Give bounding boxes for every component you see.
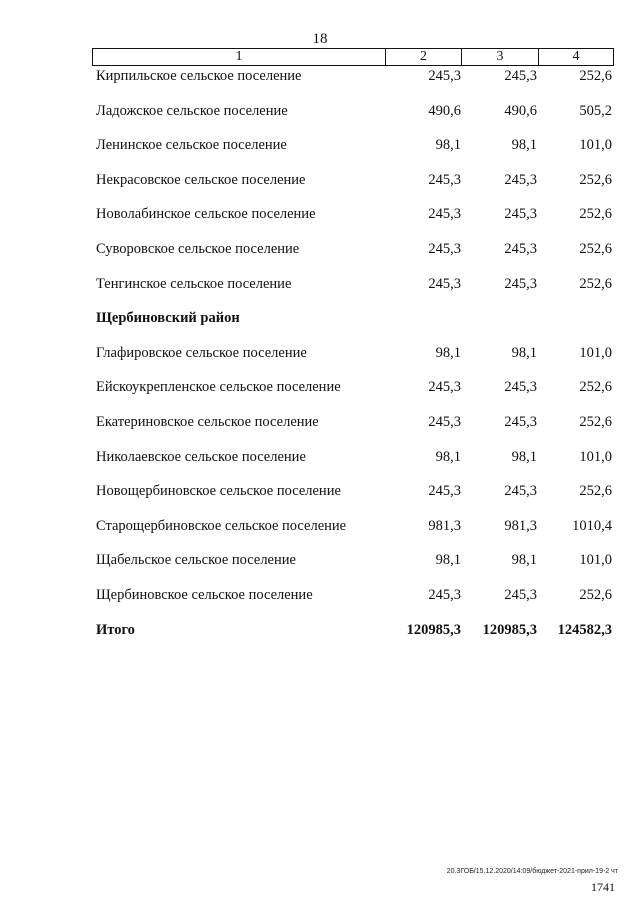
value-column-2: 981,3 (428, 517, 461, 534)
value-column-4: 252,6 (579, 275, 612, 292)
column-header-row (92, 48, 614, 66)
settlement-name: Новощербиновское сельское поселение (96, 483, 341, 500)
table-row (96, 239, 614, 259)
settlement-name: Ладожское сельское поселение (96, 102, 288, 119)
value-column-2: 245,3 (428, 68, 461, 84)
value-column-2: 98,1 (435, 448, 461, 465)
value-column-3: 98,1 (511, 552, 537, 569)
table-row (96, 550, 614, 570)
table-row (96, 447, 614, 467)
table-row (96, 481, 614, 501)
value-column-4: 101,0 (579, 448, 612, 465)
column-header-4: 4 (572, 49, 580, 64)
settlement-name: Итого (96, 621, 135, 638)
table-row (96, 101, 614, 121)
value-column-2: 245,3 (428, 171, 461, 188)
document-footer-code: 20.3ГОБ/15.12.2020/14:09/бюджет-2021-прил-19-2 чт (446, 868, 618, 875)
page-number: 18 (312, 31, 328, 47)
table-row (96, 66, 614, 86)
value-column-2: 245,3 (428, 241, 461, 257)
value-column-4: 101,0 (579, 552, 612, 569)
value-column-4: 124582,3 (557, 621, 612, 638)
value-column-4: 505,2 (579, 102, 612, 119)
value-column-2: 98,1 (435, 552, 461, 569)
table-row (96, 135, 614, 155)
value-column-4: 252,6 (579, 483, 612, 500)
value-column-2: 245,3 (428, 587, 461, 603)
value-column-3: 490,6 (504, 102, 537, 119)
column-header-3: 3 (462, 49, 539, 65)
settlement-name: Ленинское сельское поселение (96, 137, 287, 154)
value-column-2: 245,3 (428, 414, 461, 430)
value-column-2: 245,3 (428, 379, 461, 396)
value-column-3: 245,3 (504, 414, 537, 430)
settlement-name: Глафировское сельское поселение (96, 344, 307, 361)
value-column-2: 120985,3 (406, 621, 461, 638)
value-column-3: 245,3 (504, 379, 537, 396)
settlement-name: Щабельское сельское поселение (96, 552, 296, 569)
settlement-name: Кирпильское сельское поселение (96, 68, 302, 84)
value-column-3: 245,3 (504, 171, 537, 188)
value-column-3: 245,3 (504, 68, 537, 84)
value-column-2: 245,3 (428, 206, 461, 223)
value-column-3: 245,3 (504, 206, 537, 223)
value-column-3: 120985,3 (482, 621, 537, 638)
value-column-3: 245,3 (504, 241, 537, 257)
value-column-4: 252,6 (579, 587, 612, 603)
value-column-4: 252,6 (579, 414, 612, 430)
value-column-4: 101,0 (579, 344, 612, 361)
settlement-name: Ейскоукрепленское сельское поселение (96, 379, 341, 396)
table-row (96, 274, 614, 294)
value-column-3: 98,1 (511, 137, 537, 154)
value-column-2: 490,6 (428, 102, 461, 119)
settlement-name: Старощербиновское сельское поселение (96, 517, 347, 534)
value-column-3: 245,3 (504, 483, 537, 500)
value-column-2: 98,1 (435, 344, 461, 361)
value-column-3: 245,3 (504, 275, 537, 292)
settlement-name: Тенгинское сельское поселение (96, 275, 292, 292)
settlement-name: Некрасовское сельское поселение (96, 171, 306, 188)
value-column-4: 101,0 (579, 137, 612, 154)
value-column-4: 252,6 (579, 241, 612, 257)
value-column-4: 252,6 (579, 68, 612, 84)
settlement-name: Николаевское сельское поселение (96, 448, 306, 465)
value-column-2: 98,1 (435, 137, 461, 154)
table-section-row (96, 308, 614, 328)
table-section-row (96, 620, 614, 640)
table-row (96, 377, 614, 397)
table-row (96, 204, 614, 224)
table-row (96, 412, 614, 432)
table-row (96, 170, 614, 190)
value-column-3: 245,3 (504, 587, 537, 603)
value-column-2: 245,3 (428, 483, 461, 500)
value-column-3: 981,3 (504, 517, 537, 534)
table-row (96, 585, 614, 605)
value-column-4: 252,6 (579, 206, 612, 223)
value-column-3: 98,1 (511, 344, 537, 361)
value-column-4: 252,6 (579, 379, 612, 396)
value-column-3: 98,1 (511, 448, 537, 465)
sheet-number: 1741 (591, 880, 615, 894)
value-column-2: 245,3 (428, 275, 461, 292)
value-column-4: 252,6 (579, 171, 612, 188)
table-row (96, 343, 614, 363)
settlement-name: Щербиновский район (96, 310, 240, 327)
value-column-4: 1010,4 (572, 517, 612, 534)
settlement-name: Суворовское сельское поселение (96, 241, 300, 257)
settlement-name: Екатериновское сельское поселение (96, 414, 319, 430)
settlement-name: Новолабинское сельское поселение (96, 206, 316, 223)
column-header-1: 1 (93, 49, 386, 65)
table-row (96, 516, 614, 536)
settlement-name: Щербиновское сельское поселение (96, 587, 313, 603)
column-header-2: 2 (386, 49, 462, 65)
